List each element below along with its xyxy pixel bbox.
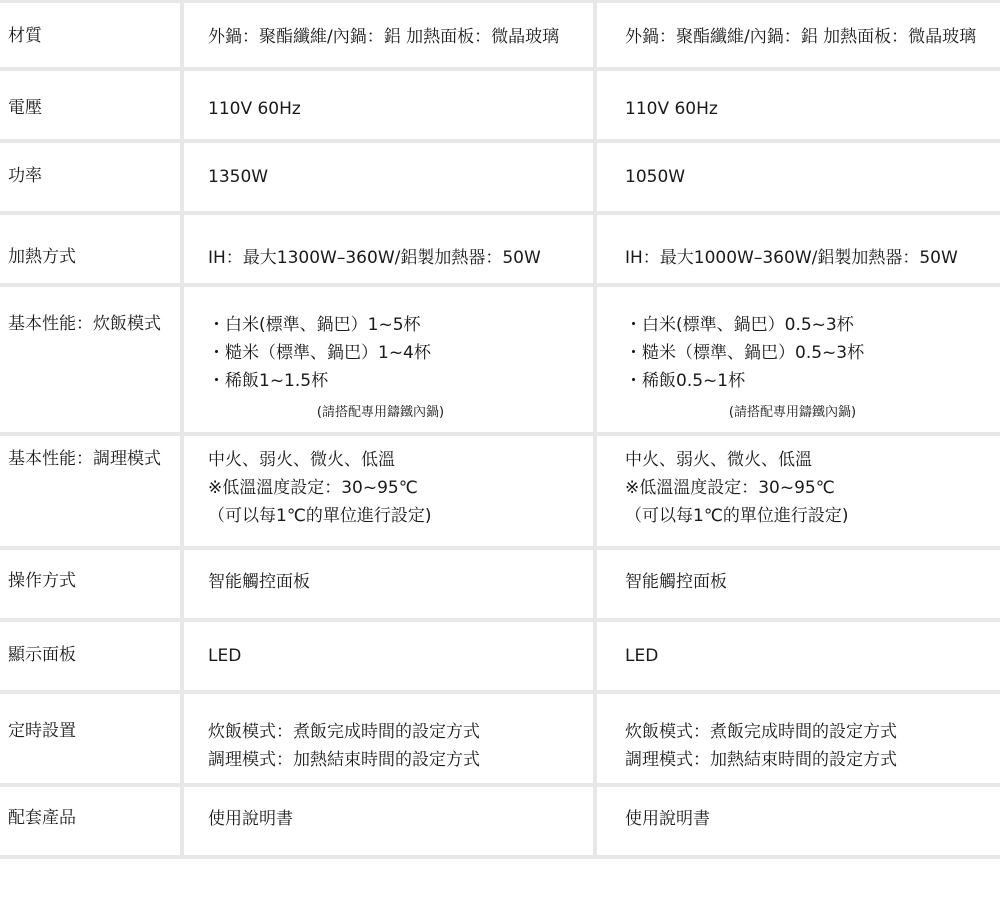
spec-value-model-2 (593, 71, 1000, 139)
spec-value-model-1 (180, 622, 593, 690)
spec-value-line: 中火、弱火、微火、低溫 (625, 450, 812, 470)
spec-value-model-2 (593, 287, 1000, 432)
spec-value-line: 110V 60Hz (208, 99, 301, 119)
spec-value-line: 使用說明書 (208, 809, 293, 829)
spec-row (0, 71, 1000, 143)
spec-row (0, 694, 1000, 787)
spec-label: 電壓 (8, 98, 42, 118)
spec-row (0, 436, 1000, 550)
spec-value-model-1 (180, 143, 593, 211)
spec-value-model-1 (180, 694, 593, 783)
spec-label: 加熱方式 (8, 247, 76, 267)
spec-row (0, 287, 1000, 436)
spec-value-line: ・白米(標準、鍋巴）0.5~3杯 (625, 315, 854, 335)
spec-value-model-1 (180, 215, 593, 283)
spec-value-model-2 (593, 436, 1000, 546)
spec-value-line: LED (625, 646, 659, 666)
spec-row (0, 3, 1000, 71)
spec-value-line: ・稀飯0.5~1杯 (625, 371, 746, 391)
spec-value-model-2 (593, 550, 1000, 618)
spec-value-model-1 (180, 71, 593, 139)
spec-label: 功率 (8, 166, 42, 186)
spec-value-model-1 (180, 550, 593, 618)
spec-value-line: ※低溫溫度設定：30~95℃ (208, 478, 418, 498)
spec-value-line: 1050W (625, 167, 686, 187)
spec-label: 定時設置 (8, 721, 76, 741)
spec-value-line: 炊飯模式：煮飯完成時間的設定方式 (208, 722, 480, 742)
spec-value-model-2 (593, 694, 1000, 783)
spec-value-line: LED (208, 646, 242, 666)
spec-value-line: 智能觸控面板 (208, 572, 310, 592)
spec-note: (請搭配專用鑄鐵內鍋) (728, 405, 857, 420)
spec-label: 材質 (8, 26, 42, 46)
spec-value-model-1 (180, 787, 593, 855)
spec-value-line: 中火、弱火、微火、低溫 (208, 450, 395, 470)
spec-row (0, 215, 1000, 287)
spec-value-line: 外鍋：聚酯纖維/內鍋：鋁 加熱面板：微晶玻璃 (208, 27, 560, 47)
spec-value-line: （可以每1℃的單位進行設定) (625, 506, 849, 526)
spec-value-line: （可以每1℃的單位進行設定) (208, 506, 432, 526)
spec-value-line: 調理模式：加熱結束時間的設定方式 (625, 750, 897, 770)
spec-value-line: ※低溫溫度設定：30~95℃ (625, 478, 835, 498)
spec-value-model-2 (593, 787, 1000, 855)
spec-value-line: 110V 60Hz (625, 99, 718, 119)
spec-value-line: IH：最大1000W–360W/鋁製加熱器：50W (625, 248, 958, 268)
spec-value-line: ・白米(標準、鍋巴）1~5杯 (208, 315, 421, 335)
spec-value-line: ・糙米（標準、鍋巴）1~4杯 (208, 343, 431, 363)
spec-value-line: 使用說明書 (625, 809, 710, 829)
spec-value-model-2 (593, 215, 1000, 283)
spec-value-line: 外鍋：聚酯纖維/內鍋：鋁 加熱面板：微晶玻璃 (625, 27, 977, 47)
spec-value-model-2 (593, 143, 1000, 211)
spec-value-line: 1350W (208, 167, 269, 187)
spec-value-line: ・稀飯1~1.5杯 (208, 371, 329, 391)
spec-label: 基本性能：炊飯模式 (8, 314, 161, 334)
spec-value-model-2 (593, 3, 1000, 67)
spec-value-model-1 (180, 287, 593, 432)
spec-value-line: IH：最大1300W–360W/鋁製加熱器：50W (208, 248, 541, 268)
spec-row (0, 787, 1000, 859)
spec-row (0, 550, 1000, 622)
spec-value-model-1 (180, 3, 593, 67)
spec-label: 顯示面板 (8, 645, 76, 665)
spec-row (0, 622, 1000, 694)
spec-value-line: 智能觸控面板 (625, 572, 727, 592)
spec-value-line: 炊飯模式：煮飯完成時間的設定方式 (625, 722, 897, 742)
spec-value-line: 調理模式：加熱結束時間的設定方式 (208, 750, 480, 770)
spec-label: 操作方式 (8, 571, 76, 591)
spec-value-line: ・糙米（標準、鍋巴）0.5~3杯 (625, 343, 865, 363)
spec-note: (請搭配專用鑄鐵內鍋) (316, 405, 445, 420)
spec-label: 配套產品 (8, 808, 76, 828)
spec-label: 基本性能：調理模式 (8, 449, 161, 469)
spec-row (0, 143, 1000, 215)
spec-value-model-2 (593, 622, 1000, 690)
spec-value-model-1 (180, 436, 593, 546)
